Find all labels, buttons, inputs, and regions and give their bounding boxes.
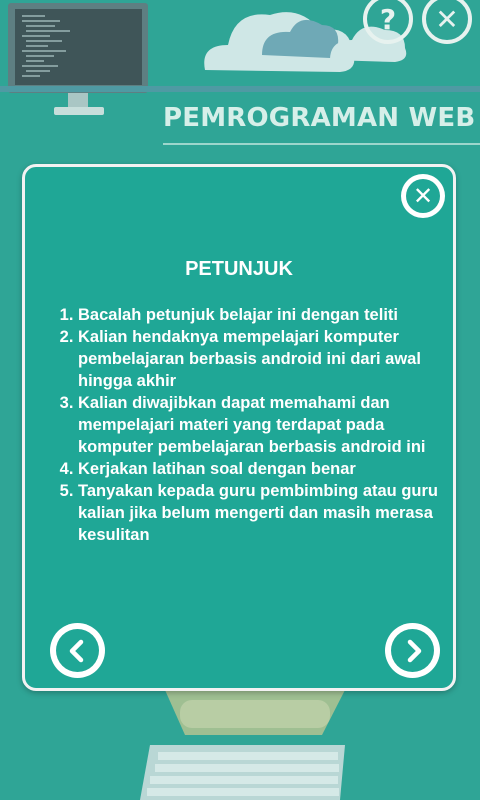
title-underline xyxy=(163,143,480,145)
dialog-title: PETUNJUK xyxy=(185,258,293,280)
chevron-right-icon xyxy=(400,638,426,664)
list-item: 4. Kerjakan latihan soal dengan benar xyxy=(78,458,448,480)
chevron-left-icon xyxy=(65,638,91,664)
monitor-illustration xyxy=(8,3,148,115)
shelf-line xyxy=(0,86,480,92)
instructions-list xyxy=(57,304,448,546)
list-item: 1. Bacalah petunjuk belajar ini dengan teliti xyxy=(78,304,448,326)
person-illustration xyxy=(165,690,345,735)
close-icon: ✕ xyxy=(435,2,459,36)
keyboard-illustration xyxy=(140,745,345,800)
instructions-dialog xyxy=(22,164,456,691)
list-item: 2. Kalian hendaknya mempelajari komputer pembelajaran berbasis android ini dari awal hingga akhir xyxy=(78,326,448,392)
list-item: 3. Kalian diwajibkan dapat memahami dan mempelajari materi yang terdapat pada komputer pembelajaran berbasis android ini xyxy=(78,392,448,458)
dialog-close-button[interactable] xyxy=(401,174,445,218)
question-mark-icon: ? xyxy=(379,2,397,36)
next-button[interactable] xyxy=(385,623,440,678)
previous-button[interactable] xyxy=(50,623,105,678)
list-item: 5. Tanyakan kepada guru pembimbing atau guru kalian jika belum mengerti dan masih merasa kesulitan xyxy=(78,480,448,546)
close-icon: ✕ xyxy=(406,179,440,213)
app-title: PEMROGRAMAN WEB xyxy=(163,103,476,133)
